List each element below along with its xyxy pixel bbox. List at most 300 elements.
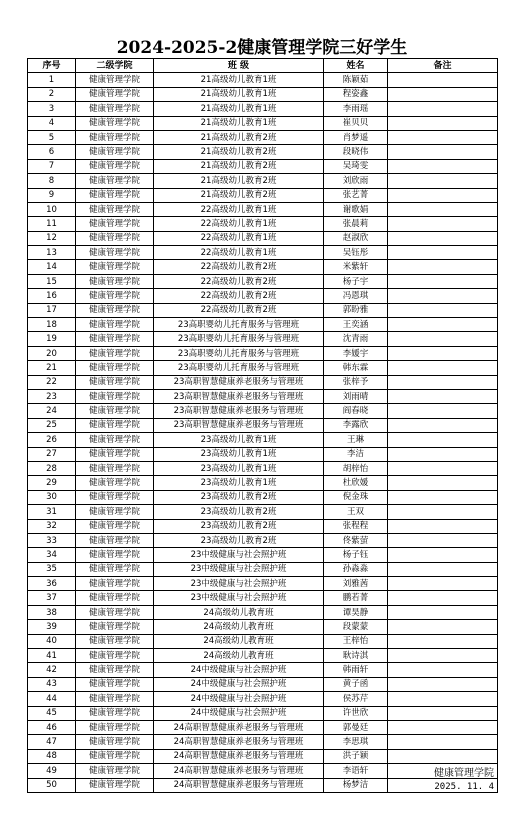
cell-remark xyxy=(388,116,498,130)
cell-class: 24中级健康与社会照护班 xyxy=(154,677,324,691)
header-class: 班 级 xyxy=(154,59,324,73)
cell-class: 23中级健康与社会照护班 xyxy=(154,577,324,591)
cell-college: 健康管理学院 xyxy=(76,346,154,360)
cell-index: 9 xyxy=(28,188,76,202)
document-title: 2024-2025-2健康管理学院三好学生 xyxy=(116,38,408,58)
header-remark: 备注 xyxy=(388,59,498,73)
cell-remark xyxy=(388,663,498,677)
cell-class: 24高级幼儿教育班 xyxy=(154,605,324,619)
cell-class: 23高职智慧健康养老服务与管理班 xyxy=(154,404,324,418)
cell-remark xyxy=(388,548,498,562)
cell-class: 22高级幼儿教育2班 xyxy=(154,303,324,317)
cell-class: 22高级幼儿教育2班 xyxy=(154,274,324,288)
cell-remark xyxy=(388,720,498,734)
cell-remark xyxy=(388,749,498,763)
cell-remark xyxy=(388,87,498,101)
cell-name: 郭盼雅 xyxy=(324,303,388,317)
cell-name: 杜欣媛 xyxy=(324,476,388,490)
table-row xyxy=(28,749,498,763)
table-row xyxy=(28,159,498,173)
cell-index: 25 xyxy=(28,418,76,432)
cell-remark xyxy=(388,303,498,317)
table-row xyxy=(28,706,498,720)
cell-college: 健康管理学院 xyxy=(76,332,154,346)
table-row xyxy=(28,735,498,749)
cell-class: 24高级幼儿教育班 xyxy=(154,649,324,663)
cell-index: 29 xyxy=(28,476,76,490)
cell-college: 健康管理学院 xyxy=(76,318,154,332)
cell-name: 倪金珠 xyxy=(324,490,388,504)
cell-college: 健康管理学院 xyxy=(76,375,154,389)
table-row xyxy=(28,73,498,87)
cell-name: 黄子函 xyxy=(324,677,388,691)
cell-name: 王琳 xyxy=(324,433,388,447)
cell-class: 21高级幼儿教育1班 xyxy=(154,87,324,101)
cell-remark xyxy=(388,246,498,260)
cell-college: 健康管理学院 xyxy=(76,145,154,159)
cell-class: 21高级幼儿教育1班 xyxy=(154,116,324,130)
cell-class: 22高级幼儿教育1班 xyxy=(154,217,324,231)
table-row xyxy=(28,778,498,792)
cell-name: 张程程 xyxy=(324,519,388,533)
table-row xyxy=(28,620,498,634)
cell-name: 洪子颖 xyxy=(324,749,388,763)
cell-name: 耿诗淇 xyxy=(324,649,388,663)
cell-class: 23高级幼儿教育1班 xyxy=(154,447,324,461)
cell-name: 韩东霖 xyxy=(324,361,388,375)
cell-college: 健康管理学院 xyxy=(76,490,154,504)
cell-index: 36 xyxy=(28,577,76,591)
cell-class: 22高级幼儿教育1班 xyxy=(154,231,324,245)
cell-name: 王奕涵 xyxy=(324,318,388,332)
cell-name: 韩雨轩 xyxy=(324,663,388,677)
cell-index: 20 xyxy=(28,346,76,360)
cell-name: 崔贝贝 xyxy=(324,116,388,130)
cell-college: 健康管理学院 xyxy=(76,389,154,403)
header-row xyxy=(28,59,498,73)
cell-name: 谭昊静 xyxy=(324,605,388,619)
cell-index: 39 xyxy=(28,620,76,634)
cell-remark xyxy=(388,591,498,605)
cell-index: 10 xyxy=(28,202,76,216)
cell-remark xyxy=(388,202,498,216)
cell-class: 24中级健康与社会照护班 xyxy=(154,706,324,720)
cell-index: 35 xyxy=(28,562,76,576)
cell-name: 谢歌娟 xyxy=(324,202,388,216)
cell-index: 28 xyxy=(28,461,76,475)
cell-name: 阎春晓 xyxy=(324,404,388,418)
cell-class: 21高级幼儿教育1班 xyxy=(154,73,324,87)
table-row xyxy=(28,577,498,591)
table-row xyxy=(28,490,498,504)
cell-class: 23高职智慧健康养老服务与管理班 xyxy=(154,375,324,389)
cell-name: 张梓予 xyxy=(324,375,388,389)
cell-remark xyxy=(388,231,498,245)
cell-index: 42 xyxy=(28,663,76,677)
table-row xyxy=(28,303,498,317)
cell-name: 佟紫萤 xyxy=(324,533,388,547)
footer-organization: 健康管理学院 xyxy=(434,768,494,779)
cell-college: 健康管理学院 xyxy=(76,174,154,188)
table-row xyxy=(28,720,498,734)
cell-class: 23高级幼儿教育2班 xyxy=(154,533,324,547)
cell-name: 张艺菁 xyxy=(324,188,388,202)
cell-index: 3 xyxy=(28,102,76,116)
cell-name: 郭曼廷 xyxy=(324,720,388,734)
cell-college: 健康管理学院 xyxy=(76,116,154,130)
table-row xyxy=(28,246,498,260)
table-row xyxy=(28,663,498,677)
cell-index: 1 xyxy=(28,73,76,87)
cell-index: 16 xyxy=(28,289,76,303)
cell-college: 健康管理学院 xyxy=(76,519,154,533)
cell-college: 健康管理学院 xyxy=(76,87,154,101)
cell-index: 41 xyxy=(28,649,76,663)
cell-remark xyxy=(388,217,498,231)
cell-remark xyxy=(388,692,498,706)
cell-college: 健康管理学院 xyxy=(76,73,154,87)
cell-college: 健康管理学院 xyxy=(76,634,154,648)
cell-name: 程姿鑫 xyxy=(324,87,388,101)
cell-remark xyxy=(388,519,498,533)
header-index: 序号 xyxy=(28,59,76,73)
table-row xyxy=(28,217,498,231)
table-row xyxy=(28,332,498,346)
cell-remark xyxy=(388,649,498,663)
table-row xyxy=(28,764,498,778)
table-row xyxy=(28,116,498,130)
cell-index: 7 xyxy=(28,159,76,173)
cell-name: 李露欣 xyxy=(324,418,388,432)
cell-remark xyxy=(388,318,498,332)
cell-index: 43 xyxy=(28,677,76,691)
cell-college: 健康管理学院 xyxy=(76,505,154,519)
cell-college: 健康管理学院 xyxy=(76,246,154,260)
cell-index: 30 xyxy=(28,490,76,504)
cell-college: 健康管理学院 xyxy=(76,620,154,634)
cell-college: 健康管理学院 xyxy=(76,418,154,432)
cell-college: 健康管理学院 xyxy=(76,303,154,317)
cell-name: 刘雨晴 xyxy=(324,389,388,403)
cell-index: 46 xyxy=(28,720,76,734)
cell-college: 健康管理学院 xyxy=(76,159,154,173)
cell-index: 17 xyxy=(28,303,76,317)
cell-class: 23高职智慧健康养老服务与管理班 xyxy=(154,418,324,432)
cell-name: 王梓怡 xyxy=(324,634,388,648)
cell-index: 50 xyxy=(28,778,76,792)
cell-class: 22高级幼儿教育2班 xyxy=(154,260,324,274)
table-row xyxy=(28,274,498,288)
table-row xyxy=(28,548,498,562)
cell-class: 24高职智慧健康养老服务与管理班 xyxy=(154,764,324,778)
cell-college: 健康管理学院 xyxy=(76,778,154,792)
table-row xyxy=(28,145,498,159)
cell-college: 健康管理学院 xyxy=(76,591,154,605)
cell-remark xyxy=(388,130,498,144)
cell-remark xyxy=(388,447,498,461)
table-body xyxy=(28,73,498,793)
cell-name: 段蒙蒙 xyxy=(324,620,388,634)
cell-class: 23高职婴幼儿托育服务与管理班 xyxy=(154,346,324,360)
cell-college: 健康管理学院 xyxy=(76,274,154,288)
header-college: 二级学院 xyxy=(76,59,154,73)
cell-remark xyxy=(388,174,498,188)
cell-class: 23高级幼儿教育2班 xyxy=(154,519,324,533)
cell-index: 5 xyxy=(28,130,76,144)
cell-class: 21高级幼儿教育2班 xyxy=(154,188,324,202)
cell-remark xyxy=(388,361,498,375)
cell-college: 健康管理学院 xyxy=(76,577,154,591)
cell-remark xyxy=(388,634,498,648)
cell-class: 21高级幼儿教育1班 xyxy=(154,102,324,116)
cell-index: 40 xyxy=(28,634,76,648)
cell-class: 24中级健康与社会照护班 xyxy=(154,692,324,706)
cell-class: 23高级幼儿教育2班 xyxy=(154,505,324,519)
cell-index: 49 xyxy=(28,764,76,778)
table-row xyxy=(28,519,498,533)
cell-college: 健康管理学院 xyxy=(76,231,154,245)
cell-name: 鹏若菁 xyxy=(324,591,388,605)
table-row xyxy=(28,404,498,418)
cell-index: 27 xyxy=(28,447,76,461)
cell-college: 健康管理学院 xyxy=(76,202,154,216)
cell-college: 健康管理学院 xyxy=(76,361,154,375)
cell-name: 杨子钰 xyxy=(324,548,388,562)
cell-class: 24高职智慧健康养老服务与管理班 xyxy=(154,720,324,734)
cell-college: 健康管理学院 xyxy=(76,706,154,720)
table-row xyxy=(28,447,498,461)
cell-college: 健康管理学院 xyxy=(76,476,154,490)
cell-college: 健康管理学院 xyxy=(76,102,154,116)
cell-class: 22高级幼儿教育1班 xyxy=(154,246,324,260)
cell-remark xyxy=(388,735,498,749)
table-row xyxy=(28,361,498,375)
cell-class: 23中级健康与社会照护班 xyxy=(154,562,324,576)
cell-college: 健康管理学院 xyxy=(76,605,154,619)
cell-index: 31 xyxy=(28,505,76,519)
cell-class: 23高级幼儿教育1班 xyxy=(154,461,324,475)
table-row xyxy=(28,375,498,389)
table-row xyxy=(28,318,498,332)
cell-college: 健康管理学院 xyxy=(76,548,154,562)
cell-remark xyxy=(388,577,498,591)
cell-index: 18 xyxy=(28,318,76,332)
table-row xyxy=(28,188,498,202)
cell-college: 健康管理学院 xyxy=(76,735,154,749)
table-row xyxy=(28,677,498,691)
cell-name: 杨梦洁 xyxy=(324,778,388,792)
cell-class: 24高级幼儿教育班 xyxy=(154,620,324,634)
cell-name: 刘欣雨 xyxy=(324,174,388,188)
cell-name: 王双 xyxy=(324,505,388,519)
cell-class: 24高级幼儿教育班 xyxy=(154,634,324,648)
cell-remark xyxy=(388,389,498,403)
cell-name: 李洁 xyxy=(324,447,388,461)
cell-index: 4 xyxy=(28,116,76,130)
cell-class: 21高级幼儿教育2班 xyxy=(154,159,324,173)
table-row xyxy=(28,231,498,245)
header-name: 姓名 xyxy=(324,59,388,73)
table-header xyxy=(28,59,498,73)
cell-name: 杨子宇 xyxy=(324,274,388,288)
table-row xyxy=(28,533,498,547)
cell-college: 健康管理学院 xyxy=(76,720,154,734)
cell-class: 23中级健康与社会照护班 xyxy=(154,591,324,605)
cell-remark xyxy=(388,332,498,346)
cell-name: 段晓伟 xyxy=(324,145,388,159)
cell-index: 26 xyxy=(28,433,76,447)
table-row xyxy=(28,476,498,490)
cell-class: 23高级幼儿教育1班 xyxy=(154,433,324,447)
cell-college: 健康管理学院 xyxy=(76,677,154,691)
cell-name: 许世欣 xyxy=(324,706,388,720)
table-row xyxy=(28,461,498,475)
cell-remark xyxy=(388,274,498,288)
cell-class: 22高级幼儿教育2班 xyxy=(154,289,324,303)
cell-index: 6 xyxy=(28,145,76,159)
cell-remark xyxy=(388,620,498,634)
cell-class: 21高级幼儿教育2班 xyxy=(154,174,324,188)
cell-class: 23高级幼儿教育1班 xyxy=(154,476,324,490)
table-row xyxy=(28,649,498,663)
cell-remark xyxy=(388,289,498,303)
cell-name: 米紫轩 xyxy=(324,260,388,274)
table-row xyxy=(28,289,498,303)
table-row xyxy=(28,389,498,403)
cell-remark xyxy=(388,677,498,691)
cell-name: 李雨瑶 xyxy=(324,102,388,116)
cell-remark xyxy=(388,533,498,547)
cell-index: 23 xyxy=(28,389,76,403)
cell-remark xyxy=(388,260,498,274)
cell-remark xyxy=(388,404,498,418)
cell-remark xyxy=(388,562,498,576)
student-table xyxy=(27,58,498,793)
cell-college: 健康管理学院 xyxy=(76,663,154,677)
cell-name: 李语轩 xyxy=(324,764,388,778)
table-row xyxy=(28,346,498,360)
table-row xyxy=(28,634,498,648)
cell-class: 24中级健康与社会照护班 xyxy=(154,663,324,677)
cell-name: 侯苏芹 xyxy=(324,692,388,706)
cell-remark xyxy=(388,145,498,159)
cell-index: 48 xyxy=(28,749,76,763)
cell-index: 22 xyxy=(28,375,76,389)
cell-college: 健康管理学院 xyxy=(76,289,154,303)
cell-index: 32 xyxy=(28,519,76,533)
cell-college: 健康管理学院 xyxy=(76,260,154,274)
cell-index: 15 xyxy=(28,274,76,288)
cell-name: 胡梓怡 xyxy=(324,461,388,475)
table-row xyxy=(28,692,498,706)
cell-class: 23高职婴幼儿托育服务与管理班 xyxy=(154,361,324,375)
table-row xyxy=(28,505,498,519)
table-row xyxy=(28,202,498,216)
cell-name: 李思琪 xyxy=(324,735,388,749)
table-row xyxy=(28,87,498,101)
cell-index: 33 xyxy=(28,533,76,547)
table-row xyxy=(28,562,498,576)
cell-name: 赵淑欣 xyxy=(324,231,388,245)
cell-name: 张晨莉 xyxy=(324,217,388,231)
cell-name: 孙淼淼 xyxy=(324,562,388,576)
cell-class: 24高职智慧健康养老服务与管理班 xyxy=(154,735,324,749)
cell-class: 23高级幼儿教育2班 xyxy=(154,490,324,504)
table-row xyxy=(28,591,498,605)
cell-index: 47 xyxy=(28,735,76,749)
cell-index: 21 xyxy=(28,361,76,375)
cell-remark xyxy=(388,605,498,619)
cell-remark xyxy=(388,433,498,447)
footer-date: 2025. 11. 4 xyxy=(434,782,494,792)
cell-class: 24高职智慧健康养老服务与管理班 xyxy=(154,749,324,763)
cell-remark xyxy=(388,505,498,519)
cell-index: 24 xyxy=(28,404,76,418)
cell-remark xyxy=(388,346,498,360)
cell-index: 11 xyxy=(28,217,76,231)
cell-name: 冯恩琪 xyxy=(324,289,388,303)
cell-index: 44 xyxy=(28,692,76,706)
table-row xyxy=(28,102,498,116)
cell-index: 8 xyxy=(28,174,76,188)
cell-remark xyxy=(388,490,498,504)
cell-name: 陈颖茹 xyxy=(324,73,388,87)
cell-college: 健康管理学院 xyxy=(76,749,154,763)
cell-college: 健康管理学院 xyxy=(76,188,154,202)
cell-class: 24高职智慧健康养老服务与管理班 xyxy=(154,778,324,792)
cell-name: 肖梦遥 xyxy=(324,130,388,144)
cell-college: 健康管理学院 xyxy=(76,533,154,547)
cell-class: 23高职婴幼儿托育服务与管理班 xyxy=(154,332,324,346)
cell-index: 13 xyxy=(28,246,76,260)
cell-remark xyxy=(388,188,498,202)
cell-index: 12 xyxy=(28,231,76,245)
cell-class: 22高级幼儿教育1班 xyxy=(154,202,324,216)
cell-index: 14 xyxy=(28,260,76,274)
cell-name: 吴琦雯 xyxy=(324,159,388,173)
cell-college: 健康管理学院 xyxy=(76,217,154,231)
cell-class: 23中级健康与社会照护班 xyxy=(154,548,324,562)
cell-college: 健康管理学院 xyxy=(76,461,154,475)
cell-index: 38 xyxy=(28,605,76,619)
cell-index: 19 xyxy=(28,332,76,346)
cell-index: 37 xyxy=(28,591,76,605)
table-row xyxy=(28,130,498,144)
cell-remark xyxy=(388,418,498,432)
cell-index: 45 xyxy=(28,706,76,720)
cell-remark xyxy=(388,102,498,116)
cell-name: 吴钰彤 xyxy=(324,246,388,260)
cell-name: 李媛宇 xyxy=(324,346,388,360)
table-row xyxy=(28,260,498,274)
cell-class: 23高职婴幼儿托育服务与管理班 xyxy=(154,318,324,332)
cell-class: 21高级幼儿教育2班 xyxy=(154,145,324,159)
cell-name: 沈青雨 xyxy=(324,332,388,346)
cell-remark xyxy=(388,706,498,720)
cell-remark xyxy=(388,476,498,490)
cell-college: 健康管理学院 xyxy=(76,562,154,576)
cell-remark xyxy=(388,159,498,173)
cell-index: 34 xyxy=(28,548,76,562)
cell-college: 健康管理学院 xyxy=(76,649,154,663)
cell-class: 21高级幼儿教育2班 xyxy=(154,130,324,144)
cell-index: 2 xyxy=(28,87,76,101)
table-row xyxy=(28,174,498,188)
cell-college: 健康管理学院 xyxy=(76,764,154,778)
table-row xyxy=(28,418,498,432)
table-row xyxy=(28,605,498,619)
cell-remark xyxy=(388,375,498,389)
